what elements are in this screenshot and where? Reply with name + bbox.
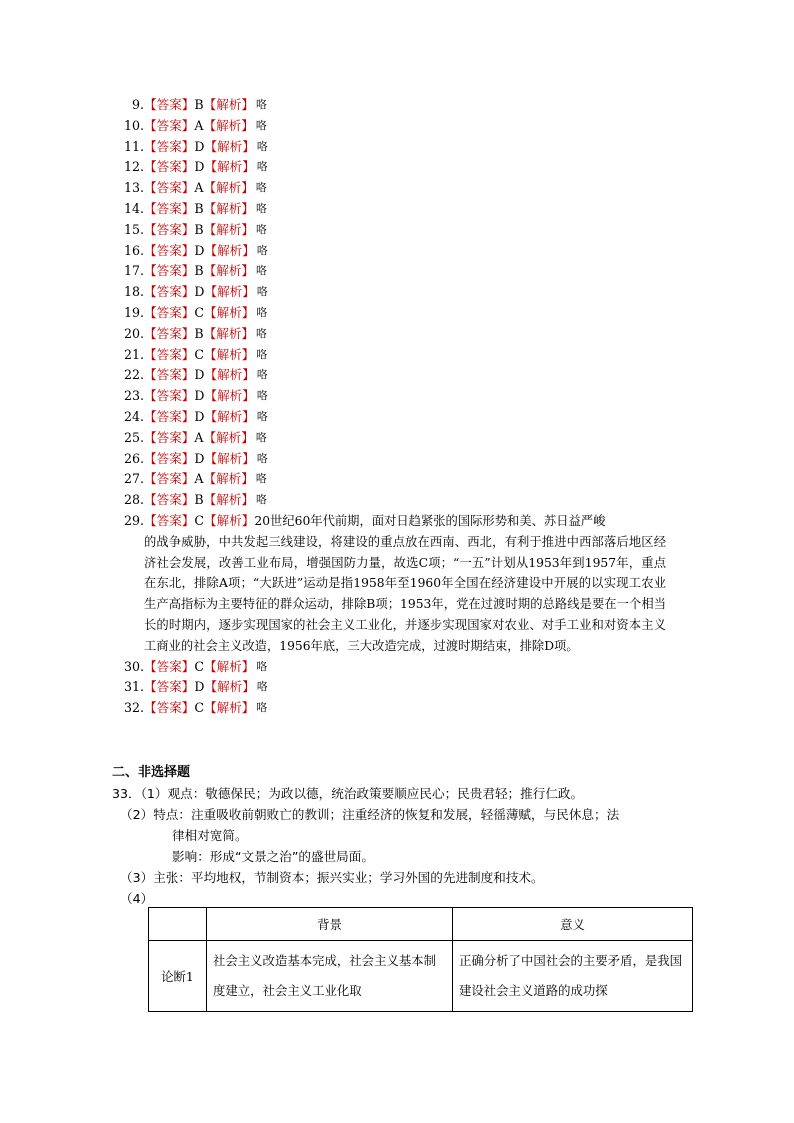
question-number: 24.: [123, 408, 144, 424]
question-number: 22.: [123, 367, 144, 383]
answer-choice: C: [194, 304, 205, 320]
answer-tag: 【答案】: [144, 180, 195, 196]
analysis-tag: 【解析】: [204, 512, 255, 528]
question-number: 20.: [123, 325, 144, 341]
answer-choice: B: [194, 492, 204, 508]
question-number: 21.: [123, 346, 144, 362]
answer-tag: 【答案】: [144, 117, 195, 133]
answer-choice: D: [194, 450, 205, 466]
list-item: [112, 116, 672, 137]
analysis-tag: 【解析】: [204, 679, 255, 695]
missing-glyph: 咯: [256, 409, 268, 423]
q33-part4: （4）: [120, 891, 154, 906]
question-number: 25.: [123, 429, 144, 445]
answer-choice: D: [194, 159, 205, 175]
missing-glyph: 咯: [256, 139, 268, 153]
analysis-tag: 【解析】: [203, 263, 255, 279]
analysis-tag: 【解析】: [204, 408, 255, 424]
missing-glyph: 咯: [256, 201, 268, 215]
missing-glyph: 咯: [256, 326, 268, 340]
analysis-tag: 【解析】: [204, 304, 255, 320]
analysis-tag: 【解析】: [204, 700, 255, 716]
q29-analysis-text: 的战争威胁，中共发起三线建设，将建设的重点放在西南、西北，有利于推进中西部落后地区经济社会发展，改善工业布局，增强国防力量，故选C项；“一五”计划从1953年到1957年，重点在东北，排除A项；“大跃进”运动是指1958年至1960年全国在经济建设中开展的以实现工农业生产高指标为主要特征的群众运动，排除B项；1953年，党在过渡时期的总路线是要在一个相当长的时期内，逐步实现国家的社会主义工业化，并逐步实现国家对农业、对手工业和对资本主义工商业的社会主义改造，1956年底，三大改造完成，过渡时期结束，排除D项。: [144, 534, 666, 653]
answer-choice: C: [194, 658, 205, 674]
question-number: 30.: [123, 658, 144, 674]
list-item: [112, 324, 672, 345]
answer-tag: 【答案】: [144, 346, 195, 362]
missing-glyph: 咯: [255, 181, 267, 195]
missing-glyph: 咯: [256, 368, 268, 382]
answer-choice: B: [194, 200, 204, 216]
analysis-tag: 【解析】: [203, 117, 254, 133]
analysis-tag: 【解析】: [204, 284, 255, 300]
missing-glyph: 咯: [256, 285, 268, 299]
missing-glyph: 咯: [256, 659, 268, 673]
analysis-tag: 【解析】: [204, 367, 255, 383]
answer-tag: 【答案】: [144, 429, 195, 445]
table-row: [149, 941, 693, 1012]
answer-tag: 【答案】: [144, 221, 195, 237]
list-item: [112, 365, 672, 386]
analysis-tag: 【解析】: [203, 325, 255, 341]
answer-choice: D: [194, 367, 205, 383]
q33-part2-cont: 律相对宽简。: [172, 828, 248, 843]
list-item-q29: [112, 511, 672, 657]
answer-tag: 【答案】: [144, 263, 195, 279]
analysis-tag: 【解析】: [204, 388, 255, 404]
question-number: 18.: [123, 284, 144, 300]
answer-tag: 【答案】: [144, 367, 195, 383]
table-header-background: 背景: [207, 908, 453, 941]
missing-glyph: 咯: [256, 264, 268, 278]
answer-tag: 【答案】: [144, 325, 195, 341]
answer-choice: D: [194, 679, 205, 695]
answer-choice: D: [194, 284, 205, 300]
question-number: 14.: [123, 200, 144, 216]
question-number: 9.: [131, 97, 144, 112]
answer-tag: 【答案】: [144, 492, 195, 508]
answer-tag: 【答案】: [144, 471, 195, 487]
question-number: 16.: [123, 242, 144, 258]
missing-glyph: 咯: [256, 305, 268, 319]
question-number: 17.: [123, 263, 144, 279]
question-number: 13.: [123, 180, 144, 196]
missing-glyph: 咯: [256, 493, 268, 507]
missing-glyph: 咯: [256, 451, 268, 465]
analysis-tag: 【解析】: [203, 97, 255, 112]
missing-glyph: 咯: [255, 430, 267, 444]
table-header-row: [149, 908, 693, 941]
answer-choice: C: [194, 512, 205, 528]
missing-glyph: 咯: [256, 389, 268, 403]
answer-choice: D: [194, 242, 205, 258]
answer-tag: 【答案】: [144, 138, 195, 154]
list-item: [112, 345, 672, 366]
missing-glyph: 咯: [255, 472, 267, 486]
answer-tag: 【答案】: [144, 450, 195, 466]
answer-choice: B: [194, 263, 204, 279]
list-item: [112, 490, 672, 511]
answer-choice: C: [194, 346, 205, 362]
list-item: [112, 95, 672, 116]
analysis-tag: 【解析】: [204, 658, 255, 674]
analysis-tag: 【解析】: [203, 200, 255, 216]
question-number: 26.: [123, 450, 144, 466]
answer-choice: B: [194, 221, 204, 237]
table-cell-background: 社会主义改造基本完成，社会主义基本制度建立，社会主义工业化取: [207, 941, 453, 1012]
answer-tag: 【答案】: [144, 658, 195, 674]
section-non-choice: [112, 762, 672, 909]
question-number: 28.: [123, 492, 144, 508]
analysis-tag: 【解析】: [204, 450, 255, 466]
answer-choice: C: [194, 700, 205, 716]
question-number: 27.: [123, 471, 144, 487]
analysis-tag: 【解析】: [203, 471, 254, 487]
missing-glyph: 咯: [256, 347, 268, 361]
missing-glyph: 咯: [256, 701, 268, 715]
q29-lead: [112, 511, 672, 532]
answer-tag: 【答案】: [144, 200, 195, 216]
question-number: 15.: [123, 221, 144, 237]
answer-tag: 【答案】: [144, 242, 195, 258]
answer-choice: B: [194, 325, 204, 341]
analysis-tag: 【解析】: [204, 138, 255, 154]
list-item: [112, 178, 672, 199]
list-item: [112, 386, 672, 407]
table-row-label: 论断1: [149, 941, 207, 1012]
question-number: 10.: [123, 117, 144, 133]
missing-glyph: 咯: [256, 98, 268, 111]
answer-choice: A: [194, 471, 204, 487]
answer-choice: A: [194, 429, 204, 445]
list-item: [112, 303, 672, 324]
question-number: 23.: [123, 388, 144, 404]
list-item: [112, 261, 672, 282]
analysis-tag: 【解析】: [203, 180, 254, 196]
list-item: [112, 282, 672, 303]
list-item: [112, 407, 672, 428]
list-item: [112, 428, 672, 449]
question-number: 29.: [123, 512, 144, 528]
section-title: 二、非选择题: [112, 765, 191, 780]
list-item: [112, 469, 672, 490]
q33-part3: （3）主张：平均地权，节制资本；振兴实业；学习外国的先进制度和技术。: [120, 870, 544, 885]
missing-glyph: 咯: [256, 160, 268, 174]
analysis-tag: 【解析】: [203, 221, 255, 237]
missing-glyph: 咯: [256, 243, 268, 257]
answer-choice: B: [194, 97, 204, 112]
list-item: [112, 137, 672, 158]
list-item: [112, 241, 672, 262]
analysis-tag: 【解析】: [204, 159, 255, 175]
answer-choice: D: [194, 388, 205, 404]
analysis-tag: 【解析】: [204, 346, 255, 362]
list-item: [112, 657, 672, 678]
q33-part4-table: [148, 907, 693, 1012]
missing-glyph: 咯: [256, 222, 268, 236]
list-item: [112, 698, 672, 719]
list-item: [112, 199, 672, 220]
analysis-tag: 【解析】: [203, 492, 255, 508]
table-header-empty: [149, 908, 207, 941]
q29-analysis-first: 20世纪60年代前期，面对日趋紧张的国际形势和美、苏日益严峻: [254, 513, 606, 528]
question-number: 19.: [123, 304, 144, 320]
answer-tag: 【答案】: [144, 679, 195, 695]
answer-tag: 【答案】: [144, 700, 195, 716]
q33-part2: （2）特点：注重吸收前朝败亡的教训；注重经济的恢复和发展，轻徭薄赋，与民休息；法: [120, 807, 620, 822]
list-item: [112, 157, 672, 178]
q33-part2-impact: 影响：形成“文景之治”的盛世局面。: [172, 849, 374, 864]
missing-glyph: 咯: [255, 118, 267, 132]
missing-glyph: 咯: [256, 680, 268, 694]
question-number: 11.: [123, 138, 144, 154]
analysis-tag: 【解析】: [204, 242, 255, 258]
question-number: 31.: [123, 679, 144, 695]
question-number: 32.: [123, 700, 144, 716]
question-number: 12.: [123, 159, 144, 175]
answer-tag: 【答案】: [144, 408, 195, 424]
answer-choice: A: [194, 180, 204, 196]
answer-tag: 【答案】: [144, 97, 195, 112]
answer-choice: A: [194, 117, 204, 133]
q33-part1: 33．（1）观点：敬德保民；为政以德，统治政策要顺应民心；民贵君轻；推行仁政。: [112, 786, 584, 801]
answer-tag: 【答案】: [144, 284, 195, 300]
list-item: [112, 220, 672, 241]
table-header-meaning: 意义: [453, 908, 693, 941]
answer-choice: D: [194, 138, 205, 154]
answer-tag: 【答案】: [144, 159, 195, 175]
list-item: [112, 677, 672, 698]
analysis-tag: 【解析】: [203, 429, 254, 445]
table-cell-meaning: 正确分析了中国社会的主要矛盾，是我国建设社会主义道路的成功探: [453, 941, 693, 1012]
answer-tag: 【答案】: [144, 512, 195, 528]
answer-choice: D: [194, 408, 205, 424]
answer-list: [112, 95, 672, 719]
answer-tag: 【答案】: [144, 304, 195, 320]
list-item: [112, 449, 672, 470]
answer-tag: 【答案】: [144, 388, 195, 404]
